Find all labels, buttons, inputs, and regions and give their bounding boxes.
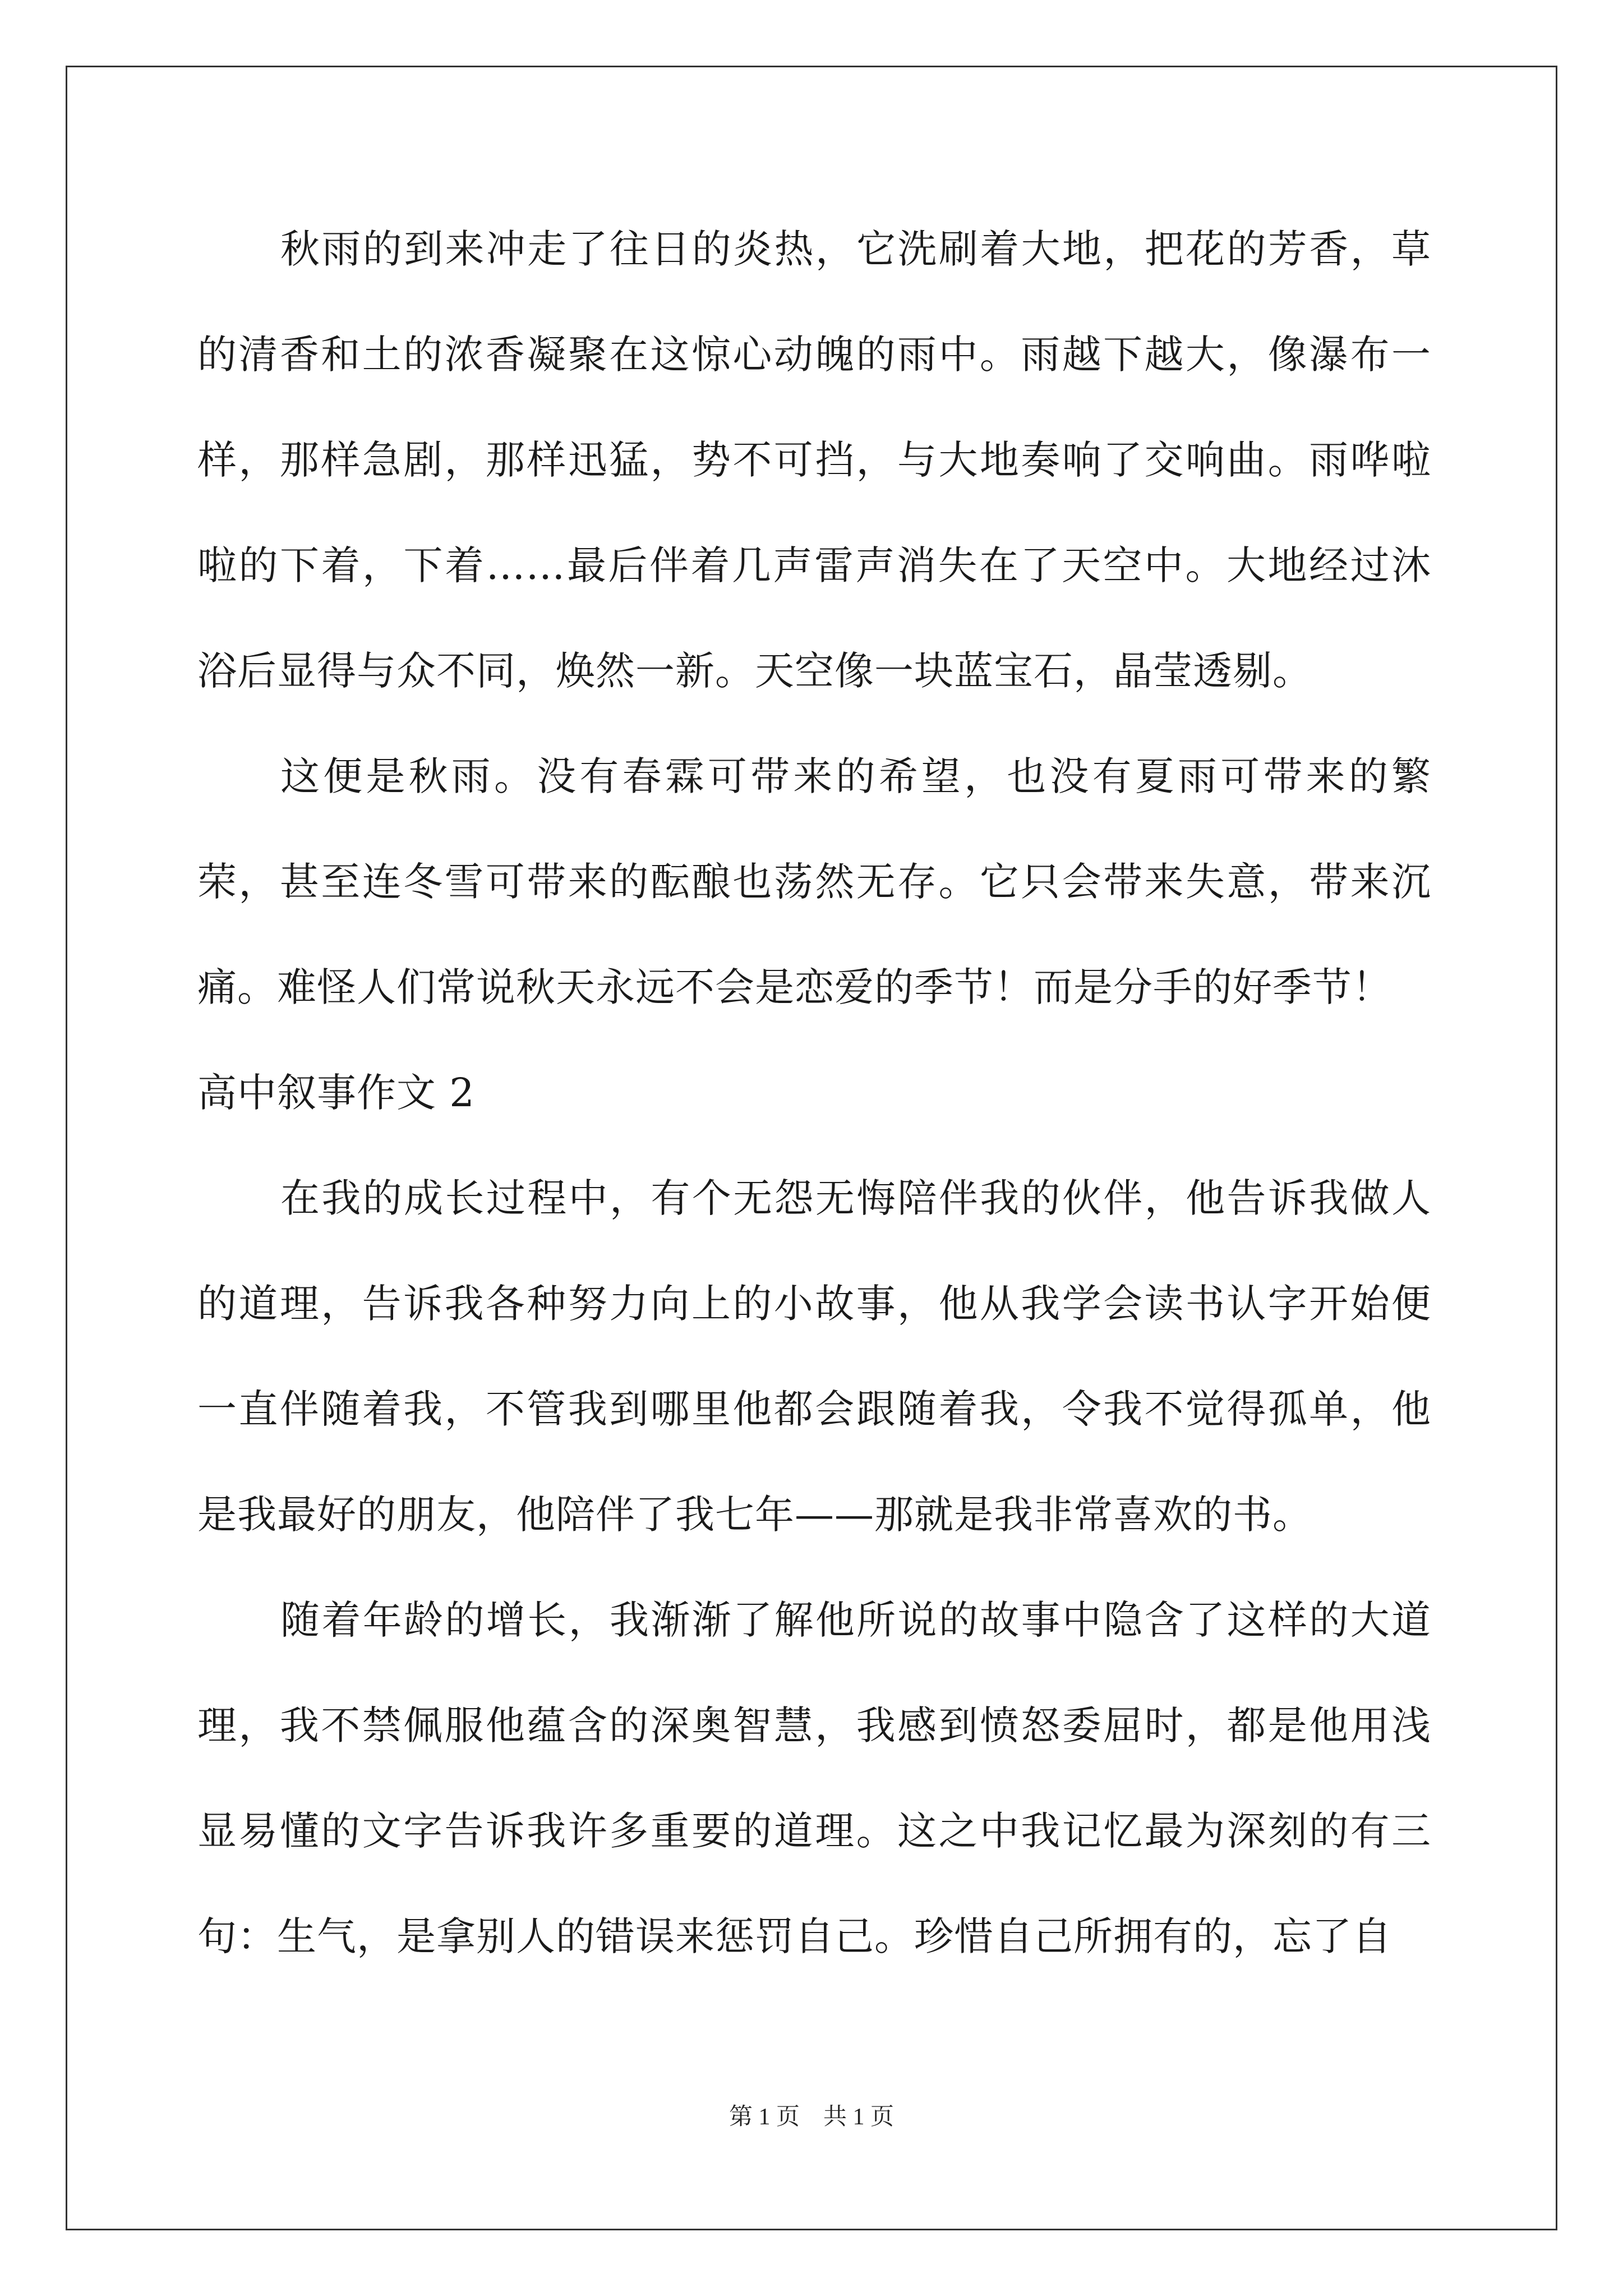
paragraph-autumn-rain: 秋雨的到来冲走了往日的炎热，它洗刷着大地，把花的芳香，草的清香和土的浓香凝聚在这惊心动魄的雨中。雨越下越大，像瀑布一样，那样急剧，那样迅猛，势不可挡，与大地奏响了交响曲。雨哗啦啦的下着，下着……最后伴着几声雷声消失在了天空中。大地经过沐浴后显得与众不同，焕然一新。天空像一块蓝宝石，晶莹透剔。 (197, 226, 1431, 694)
paragraph-autumn-meaning: 这便是秋雨。没有春霖可带来的希望，也没有夏雨可带来的繁荣，甚至连冬雪可带来的酝酿也荡然无存。它只会带来失意，带来沉痛。难怪人们常说秋天永远不会是恋爱的季节！而是分手的好季节！ (197, 753, 1431, 1010)
page-footer: 第 1 页 共 1 页 (728, 2104, 894, 2130)
essay-heading: 高中叙事作文 2 (197, 1070, 475, 1116)
paragraph-companion-book: 在我的成长过程中，有个无怨无悔陪伴我的伙伴，他告诉我做人的道理，告诉我各种努力向上的小故事，他从我学会读书认字开始便一直伴随着我，不管我到哪里他都会跟随着我，令我不觉得孤单，他是我最好的朋友，他陪伴了我七年——那就是我非常喜欢的书。 (197, 1175, 1431, 1538)
document-body (197, 196, 1431, 1989)
paragraph-wisdom: 随着年龄的增长，我渐渐了解他所说的故事中隐含了这样的大道理，我不禁佩服他蕴含的深奥智慧，我感到愤怒委屈时，都是他用浅显易懂的文字告诉我许多重要的道理。这之中我记忆最为深刻的有三句：生气，是拿别人的错误来惩罚自己。珍惜自己所拥有的，忘了自 (197, 1597, 1431, 1959)
